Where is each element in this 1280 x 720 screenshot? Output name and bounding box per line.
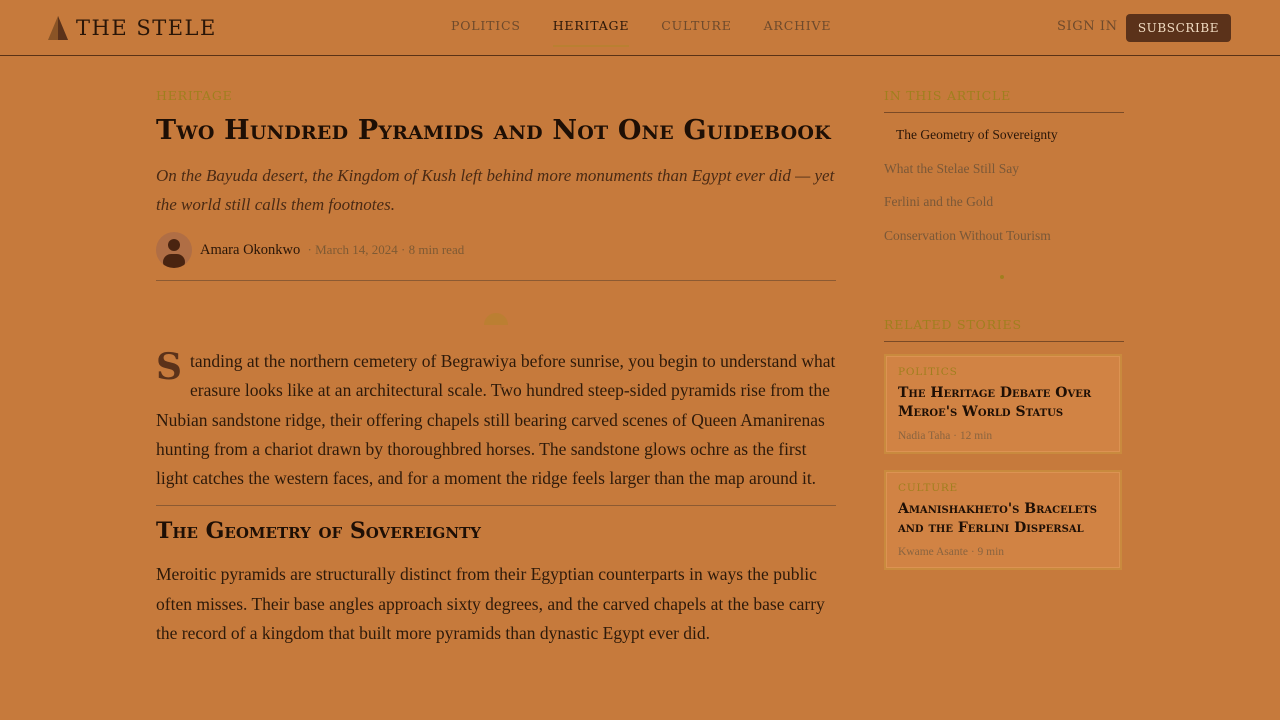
article-kicker[interactable]: HERITAGE bbox=[156, 88, 233, 103]
brand-logo[interactable] bbox=[48, 14, 217, 42]
toc-item-conservation[interactable]: Conservation Without Tourism bbox=[884, 227, 1051, 243]
main-nav bbox=[451, 18, 831, 33]
section-paragraph: Meroitic pyramids are structurally distinct from their Egyptian counterparts in ways the public often misses. Their base angles approach sixty degrees, and the carved chapels at the base carry the record of a kingdom that built more pyramids than dynastic Egypt ever did. bbox=[156, 564, 825, 644]
byline bbox=[156, 231, 836, 269]
site-header bbox=[0, 0, 1280, 56]
card-title[interactable]: Amanishakheto's Bracelets and the Ferlini Dispersal bbox=[898, 501, 1098, 536]
toc-heading: IN THIS ARTICLE bbox=[884, 88, 1124, 113]
toc-item-stelae[interactable]: What the Stelae Still Say bbox=[884, 160, 1019, 176]
sign-in-link[interactable]: SIGN IN bbox=[1057, 19, 1118, 34]
table-of-contents bbox=[884, 125, 1124, 259]
related-stories bbox=[884, 317, 1124, 570]
article-meta: · March 14, 2024 · 8 min read bbox=[304, 242, 465, 257]
card-tag: POLITICS bbox=[898, 366, 958, 378]
nav-item-archive[interactable]: ARCHIVE bbox=[763, 18, 832, 33]
user-avatar-icon[interactable] bbox=[156, 232, 192, 268]
subscribe-button[interactable]: SUBSCRIBE bbox=[1126, 14, 1231, 42]
toc-item-ferlini[interactable]: Ferlini and the Gold bbox=[884, 194, 994, 209]
article-headline: Two Hundred Pyramids and Not One Guidebook bbox=[156, 115, 831, 146]
nav-item-politics[interactable]: POLITICS bbox=[451, 18, 521, 33]
related-card[interactable] bbox=[884, 354, 1122, 454]
related-card[interactable] bbox=[884, 470, 1122, 570]
sun-ornament-icon bbox=[481, 311, 511, 325]
lead-paragraph bbox=[156, 347, 836, 493]
card-meta: Nadia Taha · 12 min bbox=[898, 430, 993, 442]
pyramid-icon bbox=[48, 15, 68, 41]
sidebar bbox=[884, 88, 1124, 570]
brand-name: THE STELE bbox=[76, 16, 217, 40]
related-heading: RELATED STORIES bbox=[884, 317, 1124, 342]
section-divider bbox=[156, 505, 836, 506]
card-meta: Kwame Asante · 9 min bbox=[898, 546, 1005, 558]
nav-item-culture[interactable]: CULTURE bbox=[661, 18, 732, 33]
drop-cap: S bbox=[156, 346, 182, 388]
card-tag: CULTURE bbox=[898, 482, 959, 494]
article bbox=[156, 88, 836, 648]
nav-item-heritage[interactable]: HERITAGE bbox=[552, 18, 630, 33]
lead-paragraph-text: tanding at the northern cemetery of Begrawiya before sunrise, you begin to understand what erasure looks like at an architectural scale. Two hundred steep-sided pyramids rise from the Nubian sandstone ridge, their offering chapels still bearing carved scenes of Queen Amanirenas hunting from a chariot drawn by thoroughbred horses. The sandstone glows ochre as the first light catches the western faces, and for a moment the ridge feels larger than the map around it. bbox=[156, 351, 836, 489]
author-name[interactable]: Amara Okonkwo bbox=[200, 241, 301, 258]
section-title: The Geometry of Sovereignty bbox=[156, 518, 481, 545]
ornament bbox=[156, 281, 836, 325]
toc-item-geometry[interactable]: The Geometry of Sovereignty bbox=[896, 127, 1058, 142]
article-dek: On the Bayuda desert, the Kingdom of Kush left behind more monuments than Egypt ever did — yet the world still calls them footnotes. bbox=[156, 166, 835, 214]
decorative-dot bbox=[1000, 275, 1004, 279]
card-title[interactable]: The Heritage Debate Over Meroe's World Status bbox=[898, 385, 1092, 420]
